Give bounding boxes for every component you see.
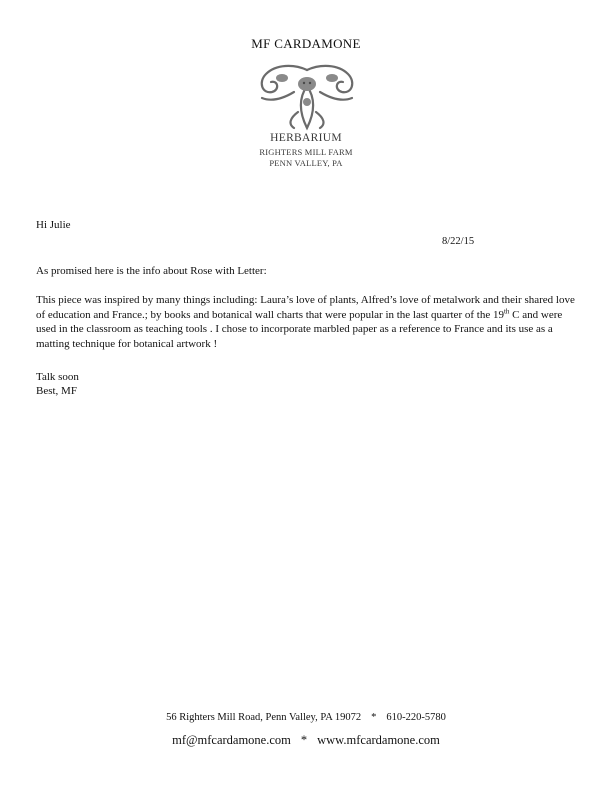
- footer-contact-line: [0, 733, 612, 748]
- logo-subtitle-location: PENN VALLEY, PA: [269, 158, 343, 168]
- closing-talk-soon: Talk soon: [36, 371, 79, 383]
- footer-address-line: [0, 712, 612, 723]
- letterhead-name: MF CARDAMONE: [251, 36, 361, 51]
- logo-title: HERBARIUM: [270, 132, 342, 144]
- body-paragraph-part2: C and were used in the classroom as teaching tools . I chose to incorporate marbled paper as a reference to France and its use as a matting technique for botanical artwork !: [36, 308, 563, 350]
- footer-phone: 610-220-5780: [386, 712, 446, 723]
- footer-separator: *: [300, 733, 308, 747]
- body-paragraph-part1: This piece was inspired by many things including: Laura’s love of plants, Alfred’s love of metalwork and their shared love of education and France.; by books and botanical wall charts that were popular in the last quarter of the 19: [36, 294, 575, 321]
- intro-line: As promised here is the info about Rose with Letter:: [36, 265, 267, 277]
- closing-signature: Best, MF: [36, 385, 77, 397]
- ordinal-suffix: th: [503, 306, 510, 315]
- body-paragraph: [36, 293, 576, 351]
- letter-date: 8/22/15: [442, 236, 475, 247]
- footer-address: 56 Righters Mill Road, Penn Valley, PA 19072: [166, 712, 362, 723]
- footer-separator: *: [371, 712, 377, 723]
- ornament-logo-icon: [254, 62, 360, 132]
- footer-website: www.mfcardamone.com: [317, 733, 440, 747]
- footer-email: mf@mfcardamone.com: [172, 733, 291, 747]
- logo-subtitle-farm: RIGHTERS MILL FARM: [259, 147, 353, 157]
- greeting: Hi Julie: [36, 219, 71, 231]
